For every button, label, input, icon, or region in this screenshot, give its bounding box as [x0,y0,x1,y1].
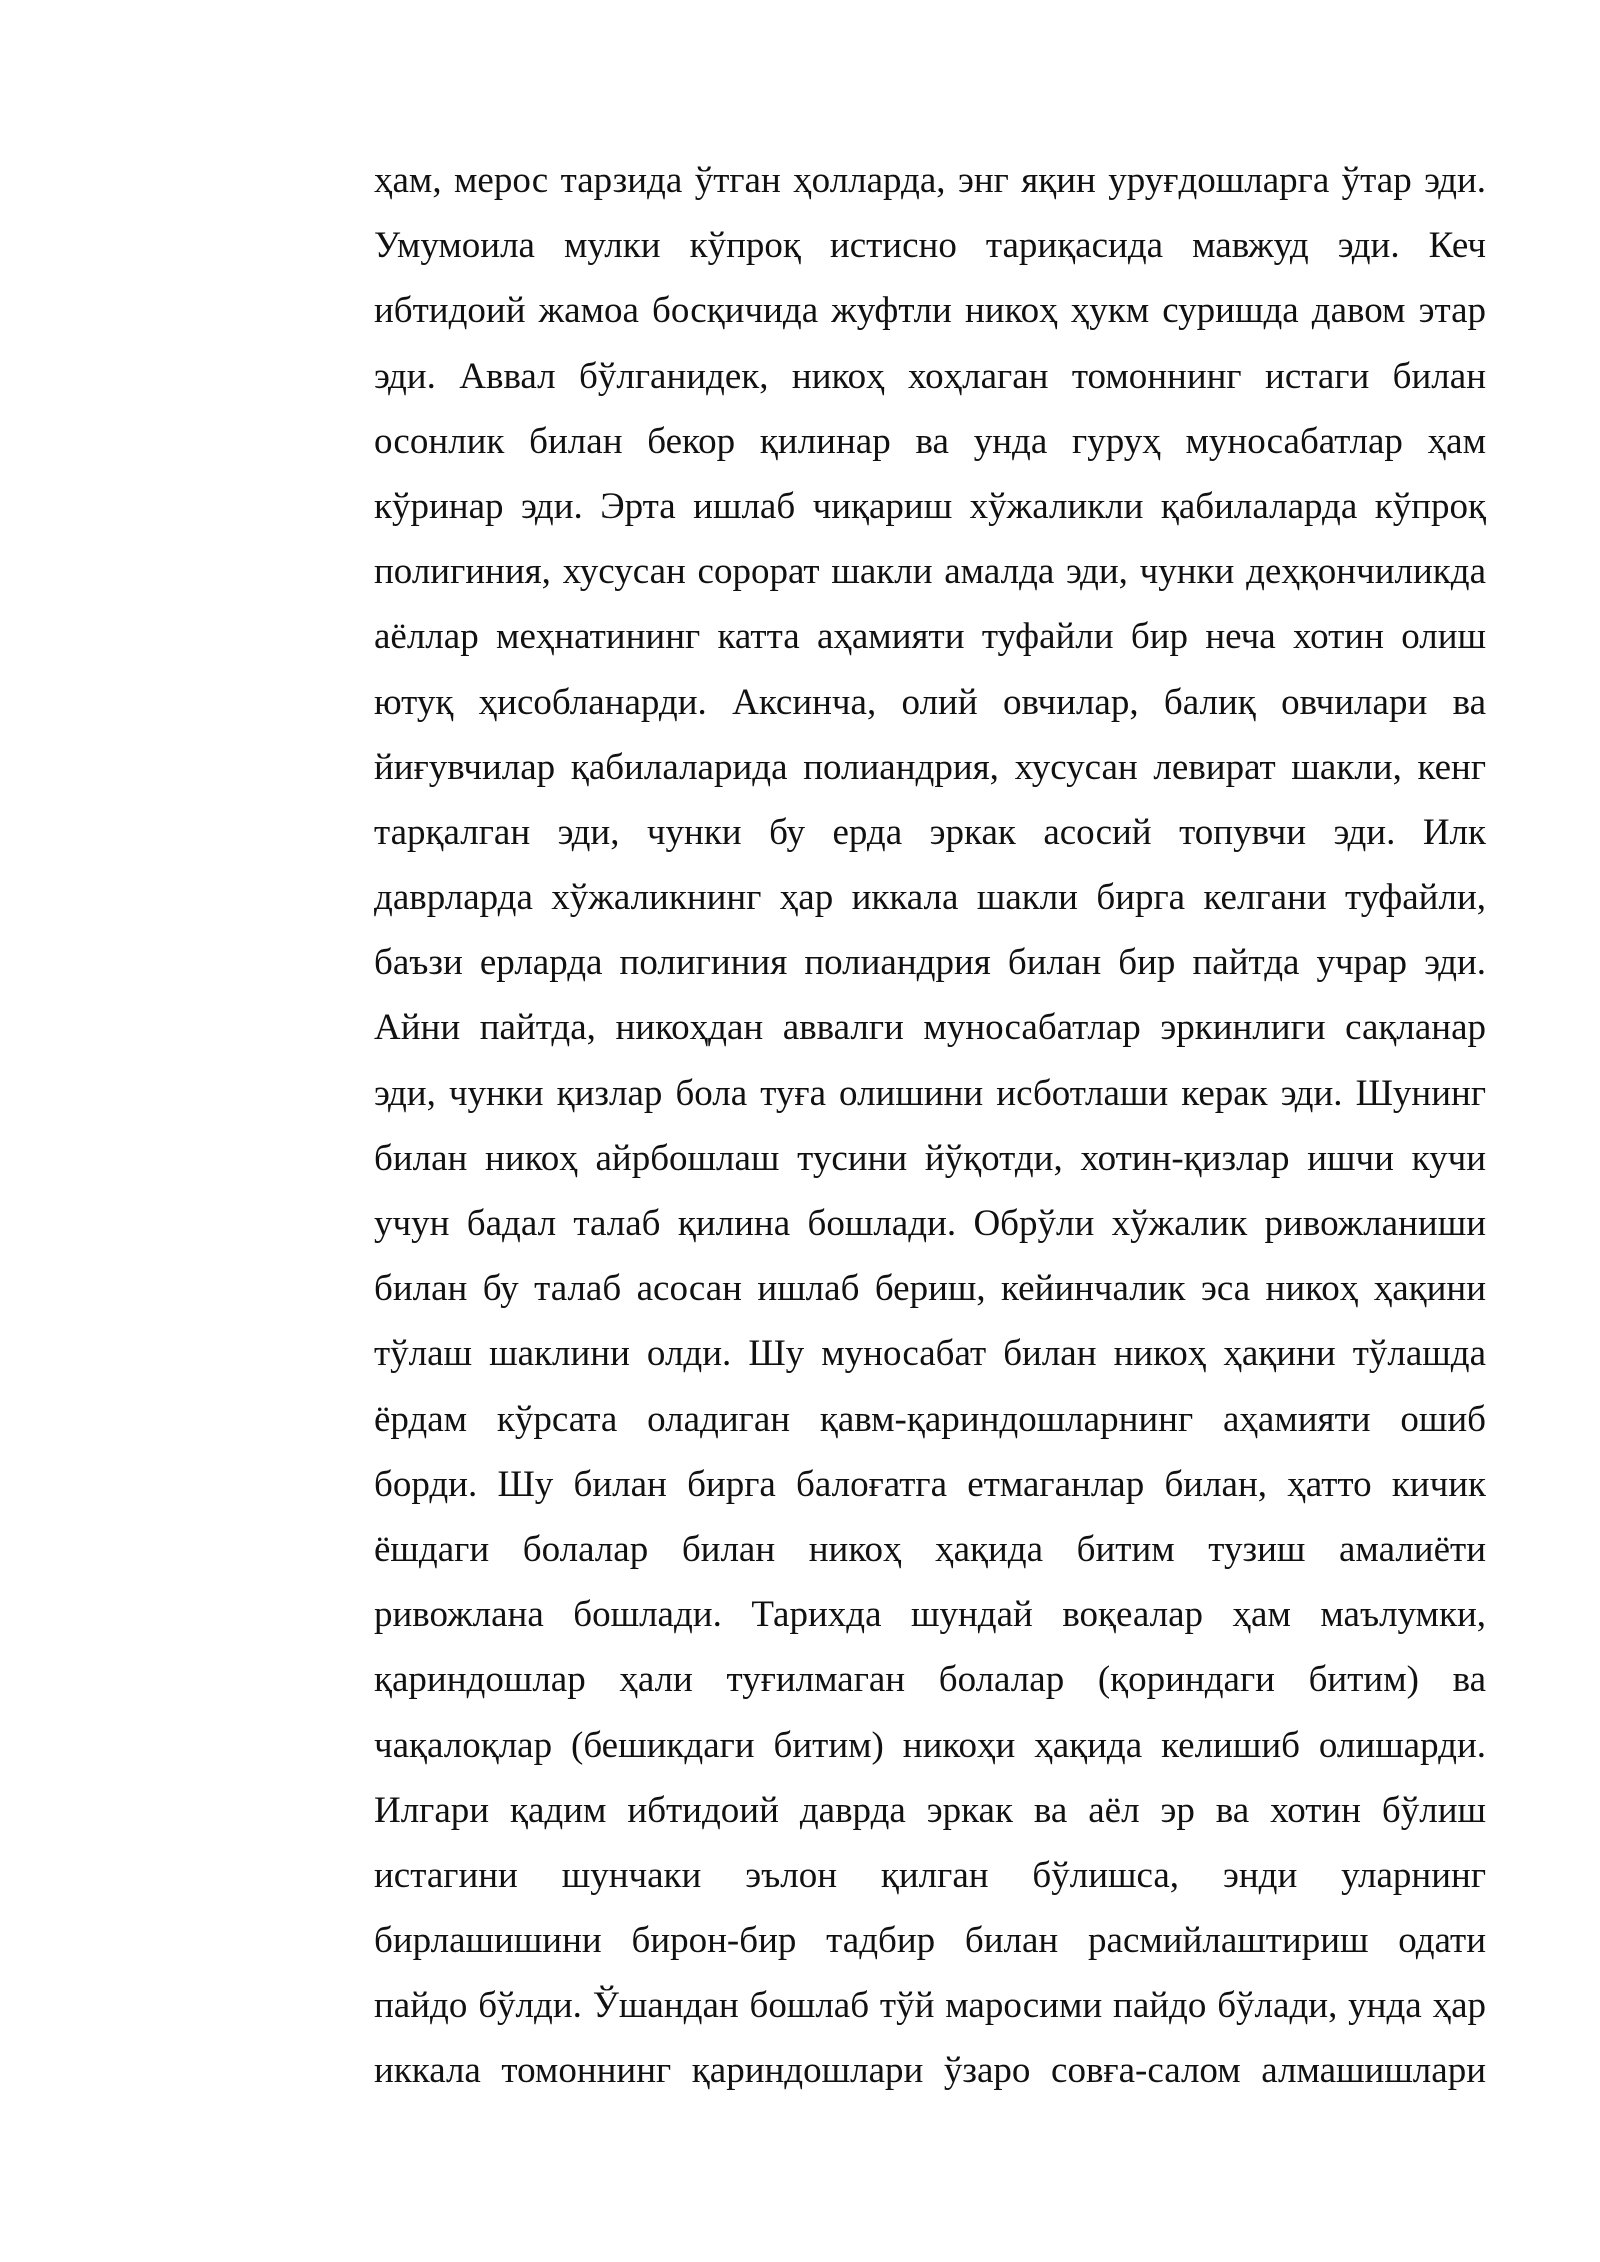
text-line: Айни пайтда, никоҳдан аввалги муносабатлар эркинлиги сақланар [374,1007,1486,1049]
text-line: йиғувчилар қабилаларида полиандрия, хусусан левират шакли, кенг [374,746,1486,788]
text-line: пайдо бўлди. Ўшандан бошлаб тўй маросими пайдо бўлади, унда ҳар [374,1985,1486,2027]
text-line: ёшдаги болалар билан никоҳ ҳақида битим тузиш амалиёти [374,1528,1486,1570]
text-line: бирлашишини бирон-бир тадбир билан расмийлаштириш одати [374,1920,1486,1962]
text-line: эди, чунки қизлар бола туға олишини исботлаши керак эди. Шунинг [374,1072,1486,1114]
body-text [374,148,1486,2104]
text-line: аёллар меҳнатининг катта аҳамияти туфайли бир неча хотин олиш [374,616,1486,658]
text-line: борди. Шу билан бирга балоғатга етмаганлар билан, ҳатто кичик [374,1463,1486,1505]
text-line: тарқалган эди, чунки бу ерда эркак асосий топувчи эди. Илк [374,811,1486,853]
text-line: полигиния, хусусан сорорат шакли амалда эди, чунки деҳқончиликда [374,551,1486,593]
text-line: кўринар эди. Эрта ишлаб чиқариш хўжаликли қабилаларда кўпроқ [374,485,1486,527]
text-line: ибтидоий жамоа босқичида жуфтли никоҳ ҳукм суришда давом этар [374,290,1486,332]
text-line: билан бу талаб асосан ишлаб бериш, кейинчалик эса никоҳ ҳақини [374,1268,1486,1310]
text-line: ёрдам кўрсата оладиган қавм-қариндошларнинг аҳамияти ошиб [374,1398,1486,1440]
text-line: чақалоқлар (бешикдаги битим) никоҳи ҳақида келишиб олишарди. [374,1724,1486,1766]
text-line: тўлаш шаклини олди. Шу муносабат билан никоҳ ҳақини тўлашда [374,1333,1486,1375]
text-line: осонлик билан бекор қилинар ва унда гуруҳ муносабатлар ҳам [374,420,1486,462]
text-line: учун бадал талаб қилина бошлади. Обрўли хўжалик ривожланиши [374,1203,1486,1244]
text-line: Умумоила мулки кўпроқ истисно тариқасида мавжуд эди. Кеч [374,225,1486,267]
text-line: билан никоҳ айрбошлаш тусини йўқотди, хотин-қизлар ишчи кучи [374,1137,1486,1179]
text-line: эди. Аввал бўлганидек, никоҳ хоҳлаган томоннинг истаги билан [374,355,1486,397]
text-line: даврларда хўжаликнинг ҳар иккала шакли бирга келгани туфайли, [374,877,1486,919]
text-line: истагини шунчаки эълон қилган бўлишса, энди уларнинг [374,1854,1486,1896]
text-line: ривожлана бошлади. Тарихда шундай воқеалар ҳам маълумки, [374,1594,1486,1636]
text-line: иккала томоннинг қариндошлари ўзаро совға-салом алмашишлари [374,2050,1486,2092]
text-line: қариндошлар ҳали туғилмаган болалар (қориндаги битим) ва [374,1659,1486,1701]
text-line: ютуқ ҳисобланарди. Аксинча, олий овчилар, балиқ овчилари ва [374,681,1486,723]
text-line: баъзи ерларда полигиния полиандрия билан бир пайтда учрар эди. [374,942,1486,984]
text-line: ҳам, мерос тарзида ўтган ҳолларда, энг яқин уруғдошларга ўтар эди. [374,160,1486,201]
text-line: Илгари қадим ибтидоий даврда эркак ва аёл эр ва хотин бўлиш [374,1789,1486,1831]
